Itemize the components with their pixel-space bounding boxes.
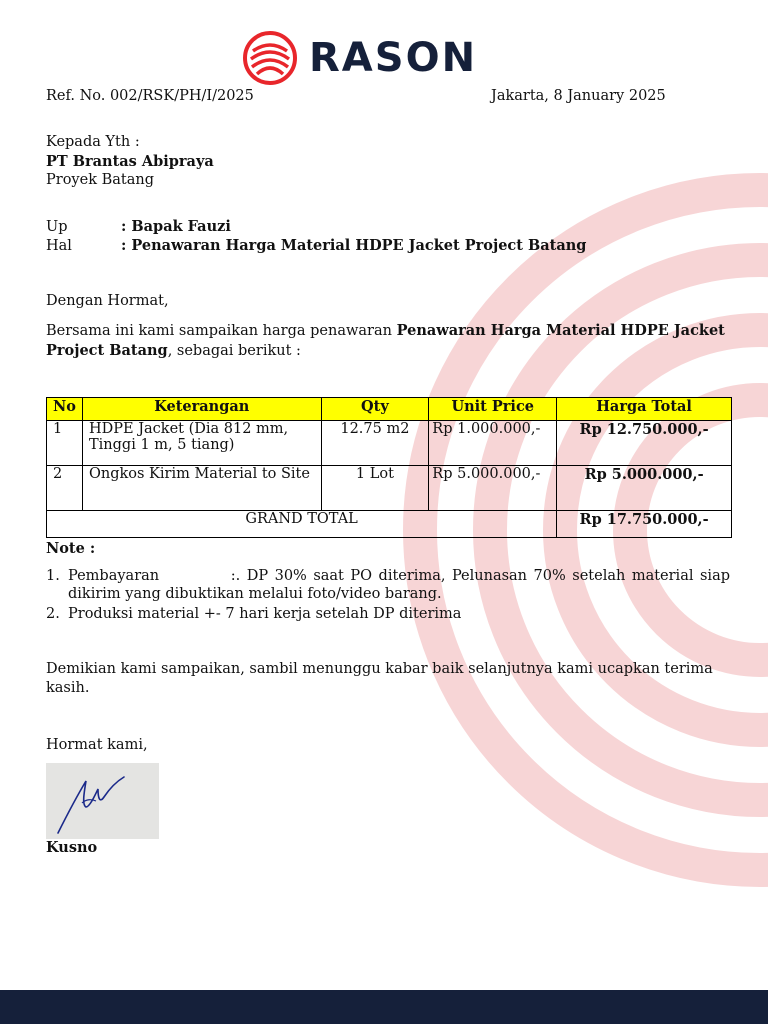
subject-line (46, 237, 586, 254)
grand-total-row (47, 511, 732, 538)
note-number: 1. (46, 568, 60, 584)
cell-no: 1 (47, 421, 83, 466)
place-date: Jakarta, 8 January 2025 (491, 88, 666, 104)
header-unit-price: Unit Price (429, 398, 557, 421)
intro-paragraph (46, 321, 730, 361)
recipient-label: Kepada Yth : (46, 134, 140, 150)
signature-image (46, 763, 159, 839)
header-no: No (47, 398, 83, 421)
grand-total-value: Rp 17.750.000,- (557, 511, 732, 538)
rason-logo-icon (243, 31, 297, 85)
cell-unit-price: Rp 1.000.000,- (429, 421, 557, 466)
intro-bold: Penawaran Harga Material HDPE Jacket Project Batang (46, 322, 725, 359)
cell-qty: 1 Lot (321, 466, 429, 511)
header-keterangan: Keterangan (82, 398, 321, 421)
subject-label: Hal (46, 238, 72, 254)
list-item (46, 567, 735, 603)
header-harga-total: Harga Total (557, 398, 732, 421)
cell-qty: 12.75 m2 (321, 421, 429, 466)
intro-suffix: , sebagai berikut : (167, 343, 301, 359)
header-qty: Qty (321, 398, 429, 421)
cell-keterangan: HDPE Jacket (Dia 812 mm, Tinggi 1 m, 5 tiang) (82, 421, 321, 466)
brand-name: RASON (309, 35, 478, 81)
cell-total: Rp 12.750.000,- (557, 421, 732, 466)
recipient-company: PT Brantas Abipraya (46, 153, 214, 170)
subject-value: : Penawaran Harga Material HDPE Jacket Project Batang (121, 237, 587, 254)
greeting: Dengan Hormat, (46, 293, 169, 309)
footer-bar (0, 990, 768, 1024)
signature-icon (46, 763, 159, 839)
attention-line (46, 218, 231, 235)
note-text: Produksi material +- 7 hari kerja setelah DP diterima (68, 606, 462, 622)
cell-keterangan: Ongkos Kirim Material to Site (82, 466, 321, 511)
price-table (46, 397, 732, 538)
note-title: Note : (46, 540, 96, 557)
intro-prefix: Bersama ini kami sampaikan harga penawaran (46, 323, 397, 339)
recipient-project: Proyek Batang (46, 172, 154, 188)
note-number: 2. (46, 606, 60, 622)
table-row (47, 421, 732, 466)
cell-total: Rp 5.000.000,- (557, 466, 732, 511)
cell-no: 2 (47, 466, 83, 511)
signer-name: Kusno (46, 839, 98, 856)
company-logo (243, 30, 477, 86)
reference-number: Ref. No. 002/RSK/PH/I/2025 (46, 88, 254, 104)
attention-value: : Bapak Fauzi (121, 218, 231, 235)
attention-label: Up (46, 219, 68, 235)
table-header-row (47, 398, 732, 421)
cell-unit-price: Rp 5.000.000,- (429, 466, 557, 511)
closing-paragraph: Demikian kami sampaikan, sambil menunggu kabar baik selanjutnya kami ucapkan terima kasih. (46, 661, 713, 696)
grand-total-label: GRAND TOTAL (47, 511, 557, 538)
regards: Hormat kami, (46, 737, 148, 753)
list-item (46, 605, 730, 623)
note-text: Pembayaran :. DP 30% saat PO diterima, Pelunasan 70% setelah material siap dikirim yang dibuktikan melalui foto/video barang. (68, 568, 735, 602)
table-row (47, 466, 732, 511)
note-list (46, 567, 735, 625)
